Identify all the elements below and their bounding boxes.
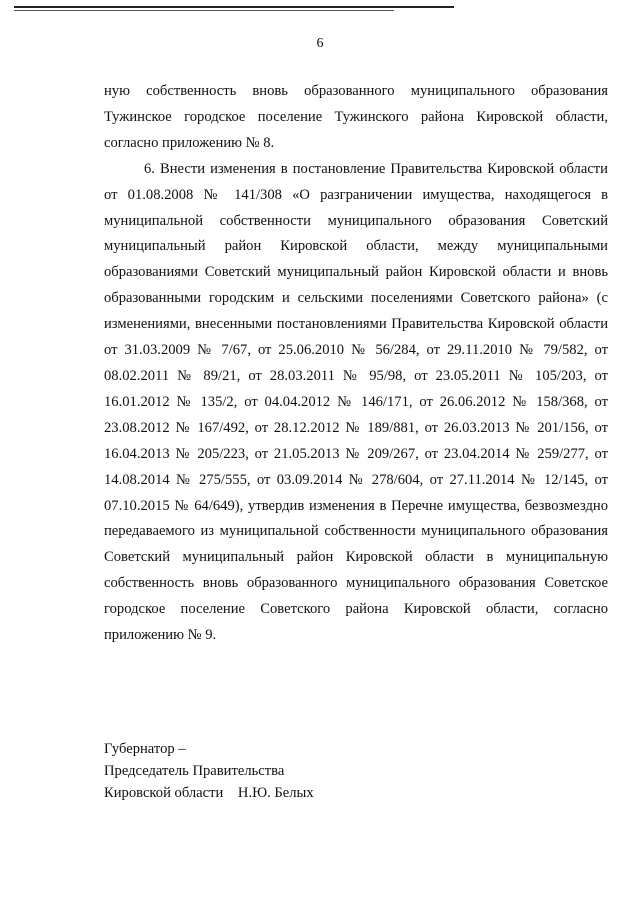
signature-name: Кировской области Н.Ю. Белых (104, 785, 314, 801)
top-rule-thin (14, 10, 394, 11)
paragraph-continuation: ную собственность вновь образованного муниципального образования Тужинское городское поселение Тужинского района Кировской области, согласно приложению № 8. (104, 83, 608, 151)
signature-position: Председатель Правительства (104, 763, 285, 779)
document-body (104, 79, 608, 649)
top-rule (14, 6, 454, 8)
signature-block (104, 738, 314, 804)
paragraph-item-6: 6. Внести изменения в постановление Правительства Кировской области от 01.08.2008 № 141/308 «О разграничении имущества, находящегося в муниципальной собственности муниципального образования Советский муниципальный район Кировской области, между муниципальными образованиями Советский муниципальный район Кировской области и вновь образованными городским и сельскими поселениями Советского района» (с изменениями, внесенными постановлениями Правительства Кировской области от 31.03.2009 № 7/67, от 25.06.2010 № 56/284, от 29.11.2010 № 79/582, от 08.02.2011 № 89/21, от 28.03.2011 № 95/98, от 23.05.2011 № 105/203, от 16.01.2012 № 135/2, от 04.04.2012 № 146/171, от 26.06.2012 № 158/368, от 23.08.2012 № 167/492, от 28.12.2012 № 189/881, от 26.03.2013 № 201/156, от 16.04.2013 № 205/223, от 21.05.2013 № 209/267, от 23.04.2014 № 259/277, от 14.08.2014 № 275/555, от 03.09.2014 № 278/604, от 27.11.2014 № 12/145, от 07.10.2015 № 64/649), утвердив изменения в Перечне имущества, безвозмездно передаваемого из муниципальной собственности муниципального образования Советский муниципальный район Кировской области в муниципальную собственность вновь образованного муниципального образования Советское городское поселение Советского района Кировской области, согласно приложению № 9. (104, 160, 608, 644)
signature-title: Губернатор – (104, 741, 186, 757)
page-number: 6 (316, 36, 324, 51)
